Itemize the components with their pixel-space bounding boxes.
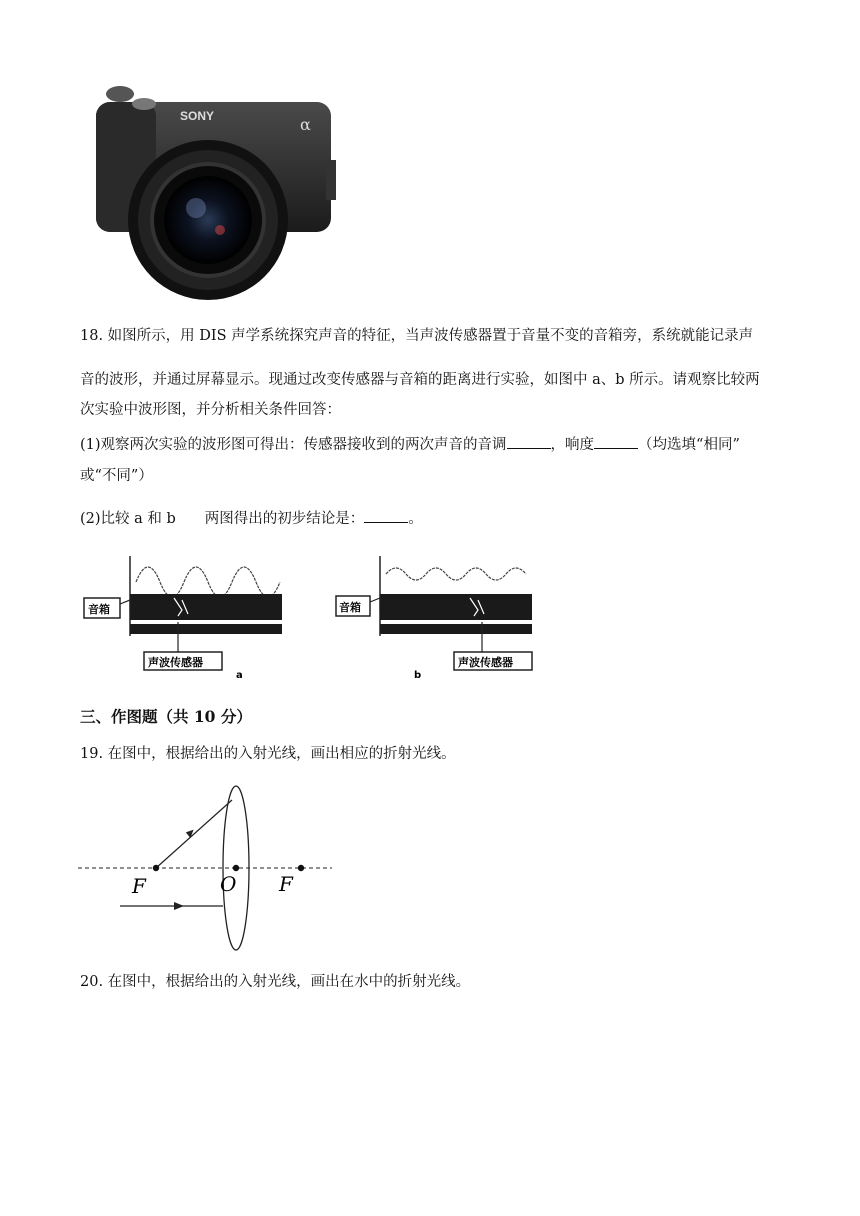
camera-brand: SONY (180, 109, 215, 123)
speaker-label-a: 音箱 (88, 603, 110, 616)
q19-text: 19. 在图中，根据给出的入射光线，画出相应的折射光线。 (80, 746, 456, 762)
q18-sub1-part-b: ，响度 (550, 437, 595, 453)
q18-sub2-part-b: 。 (408, 511, 423, 527)
optical-center-label: O (220, 872, 237, 896)
section-heading: 三、作图题（共 10 分） (80, 707, 252, 726)
camera-badge: α (300, 115, 311, 134)
pitch-answer-blank[interactable] (507, 434, 551, 449)
conclusion-answer-blank[interactable] (364, 508, 408, 523)
speaker-label-b: 音箱 (339, 601, 361, 614)
q18-line-3: 次实验中波形图，并分析相关条件回答： (80, 402, 341, 418)
q18-sub2-part-a: (2)比较 a 和 b 两图得出的初步结论是： (80, 511, 365, 527)
loudness-answer-blank[interactable] (594, 434, 638, 449)
sensor-label-a: 声波传感器 (148, 656, 203, 669)
q18-sub1-continuation: 或“不同”） (80, 468, 153, 484)
q18-line-1: 18. 如图所示，用 DIS 声学系统探究声音的特征，当声波传感器置于音量不变的音箱旁，系统就能记录声 (80, 328, 754, 344)
waveform-figure-a (78, 552, 338, 680)
q18-sub1-part-a: (1)观察两次实验的波形图可得出：传感器接收到的两次声音的音调 (80, 437, 507, 453)
q18-sub2 (80, 508, 423, 529)
figure-label-a: a (236, 670, 243, 680)
focus-right-label: F (279, 872, 293, 896)
waveform-figure-b (330, 552, 590, 680)
sensor-label-b: 声波传感器 (458, 656, 513, 669)
figure-label-b: b (414, 670, 422, 680)
q18-sub1 (80, 434, 740, 455)
arrow-icon (174, 902, 184, 910)
q18-line-2: 音的波形，并通过屏幕显示。现通过改变传感器与音箱的距离进行实验，如图中 a、b 所示。请观察比较两 (80, 372, 760, 388)
lens-diagram (76, 778, 336, 953)
camera-photo (88, 80, 338, 300)
arrow-icon (186, 830, 195, 839)
q18-sub1-part-c: （均选填“相同” (638, 437, 740, 453)
focus-left-label: F (132, 874, 146, 898)
incident-ray-through-focus (156, 800, 232, 868)
q20-text: 20. 在图中，根据给出的入射光线，画出在水中的折射光线。 (80, 974, 471, 990)
